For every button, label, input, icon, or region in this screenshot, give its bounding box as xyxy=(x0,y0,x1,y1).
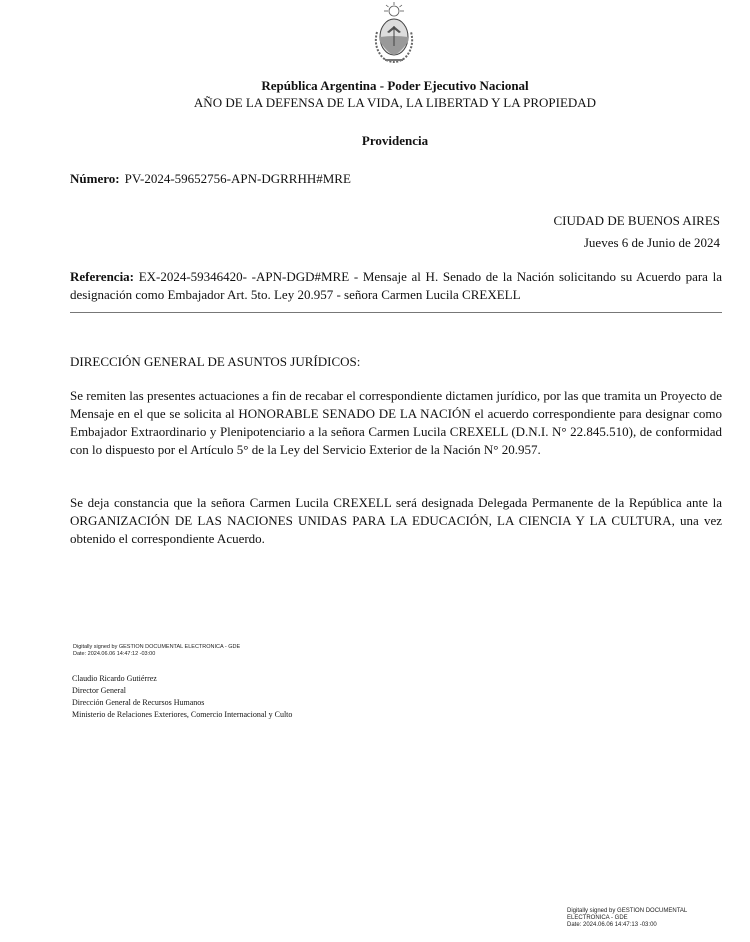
signer-name: Claudio Ricardo Gutiérrez xyxy=(72,674,157,683)
document-number xyxy=(70,171,351,187)
document-type: Providencia xyxy=(361,133,429,148)
body-paragraph-2: Se deja constancia que la señora Carmen Lucila CREXELL será designada Delegada Permanente de la República ante la ORGANIZACIÓN DE LAS NACIONES UNIDAS PARA LA EDUCACIÓN, LA CIENCIA Y LA CULTURA, una vez obtenido el correspondiente Acuerdo. xyxy=(70,495,722,546)
signer-ministry: Ministerio de Relaciones Exteriores, Comercio Internacional y Culto xyxy=(72,710,293,719)
footer-digital-signature-stamp xyxy=(567,908,727,929)
signature-stamp-line: Digitally signed by GESTION DOCUMENTAL ELECTRONICA - GDE xyxy=(73,644,241,650)
document-number-value: PV-2024-59652756-APN-DGRRHH#MRE xyxy=(124,171,351,186)
digital-signature-stamp xyxy=(73,644,240,658)
body-paragraph-1: Se remiten las presentes actuaciones a fin de recabar el correspondiente dictamen jurídico, por las que tramita un Proyecto de Mensaje en el que se solicita al HONORABLE SENADO DE LA NACIÓN el acuerdo correspondiente para designar como Embajador Extraordinario y Plenipotenciario a la señora Carmen Lucila CREXELL (D.N.I. N° 22.845.510), de conformidad con lo dispuesto por el Artículo 5° de la Ley del Servicio Exterior de la Nación N° 20.957. xyxy=(70,388,722,457)
header-year-motto: AÑO DE LA DEFENSA DE LA VIDA, LA LIBERTAD Y LA PROPIEDAD xyxy=(193,95,597,110)
reference xyxy=(70,268,722,304)
signer-block xyxy=(72,673,292,721)
footer-stamp-date: Date: 2024.06.06 14:47:13 -03:00 xyxy=(567,922,657,928)
reference-label: Referencia: xyxy=(70,269,135,284)
recipient: DIRECCIÓN GENERAL DE ASUNTOS JURÍDICOS: xyxy=(70,354,361,369)
document-number-label: Número: xyxy=(70,171,120,186)
argentina-coat-of-arms-icon xyxy=(369,2,419,66)
signature-stamp-date: Date: 2024.06.06 14:47:12 -03:00 xyxy=(73,651,156,657)
signer-office: Dirección General de Recursos Humanos xyxy=(72,698,205,707)
date: Jueves 6 de Junio de 2024 xyxy=(583,235,720,250)
header-republic: República Argentina - Poder Ejecutivo Nacional xyxy=(261,78,529,93)
place-date xyxy=(554,210,720,254)
divider xyxy=(70,312,722,313)
footer-stamp-line-1: Digitally signed by GESTION DOCUMENTAL xyxy=(567,908,688,914)
city: CIUDAD DE BUENOS AIRES xyxy=(553,213,720,228)
signer-title: Director General xyxy=(72,686,126,695)
reference-text: EX-2024-59346420- -APN-DGD#MRE - Mensaje al H. Senado de la Nación solicitando su Acuerdo para la designación como Embajador Art. 5to. Ley 20.957 - señora Carmen Lucila CREXELL xyxy=(70,269,722,302)
footer-stamp-line-2: ELECTRONICA - GDE xyxy=(567,915,628,921)
